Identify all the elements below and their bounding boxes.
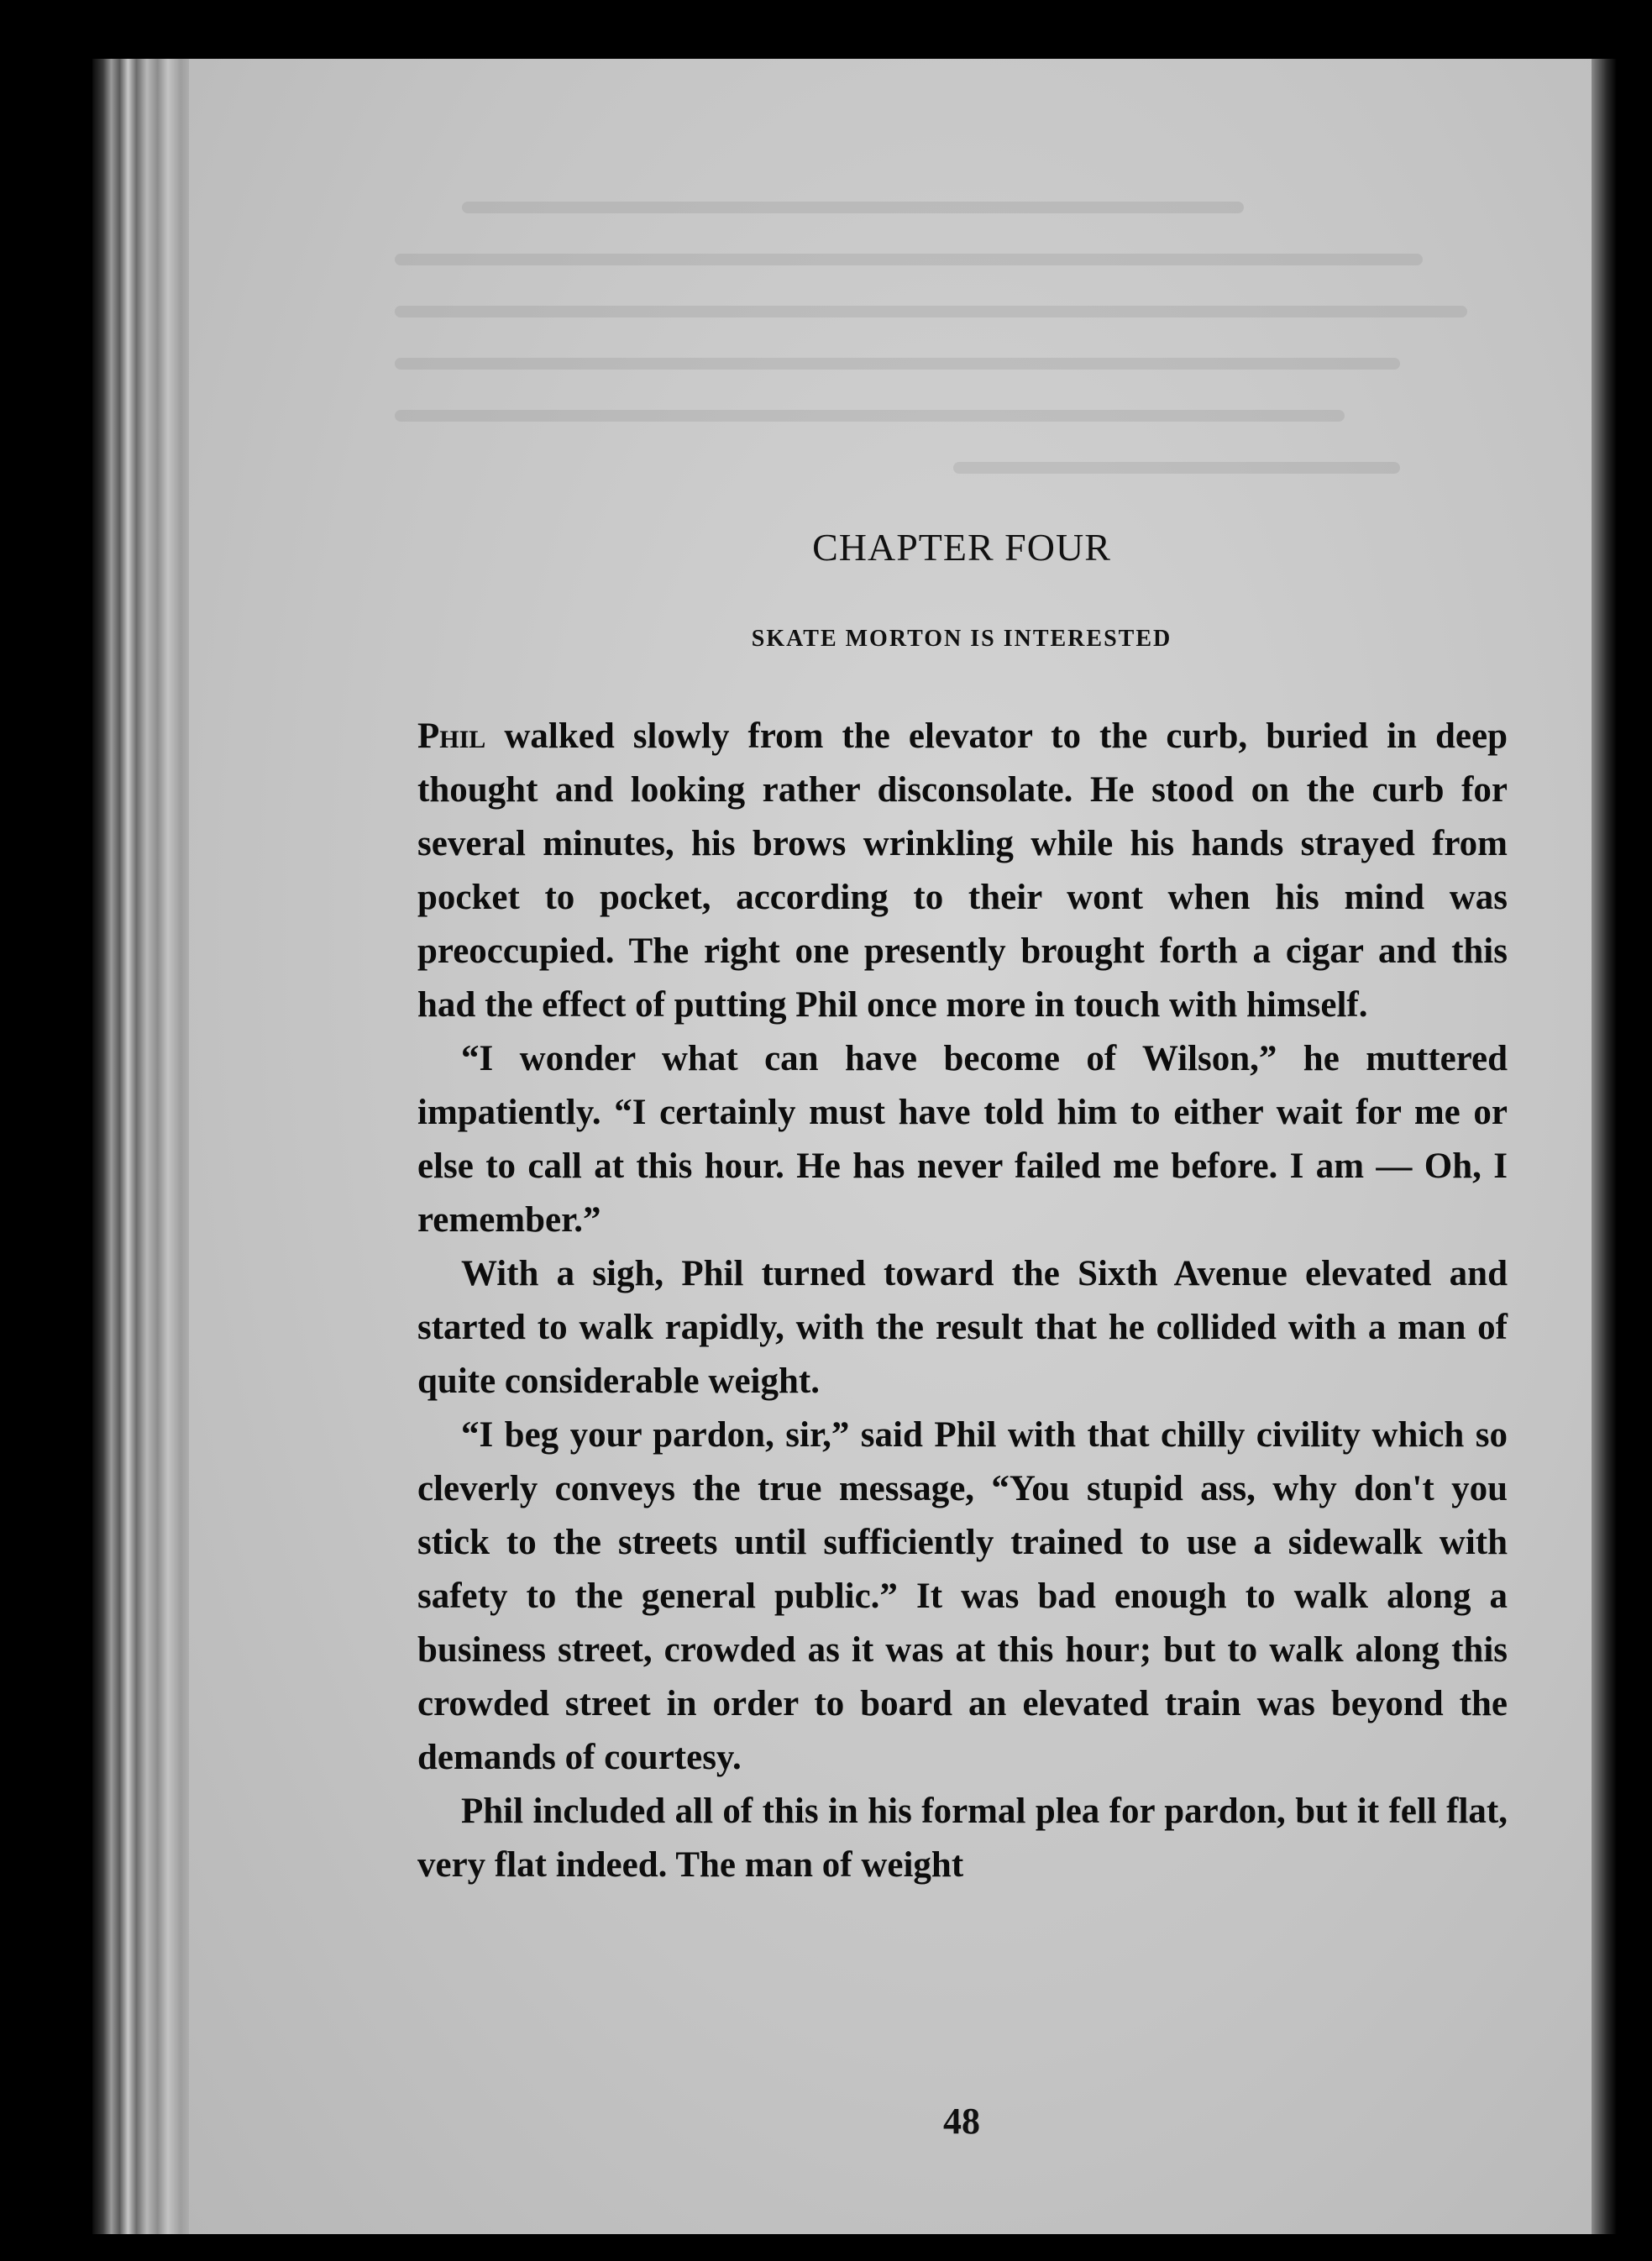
- paragraph: Phil included all of this in his formal plea for pardon, but it fell flat, very flat indeed. The man of weight: [417, 1791, 1508, 1885]
- paragraph: “I beg your pardon, sir,” said Phil with that chilly civility which so cleverly conveys the true message, “You stupid ass, why don't you stick to the streets until sufficiently trained to use a sidewalk with safety to the general public.” It was bad enough to walk along a business street, crowded as it was at this hour; but to walk along this crowded street in order to board an elevated train was beyond the demands of courtesy.: [417, 1415, 1508, 1777]
- paragraph: With a sigh, Phil turned toward the Sixth Avenue elevated and started to walk rapidly, with the result that he collided with a man of quite considerable weight.: [417, 1254, 1508, 1401]
- paragraph: “I wonder what can have become of Wilson,” he muttered impatiently. “I certainly must have told him to either wait for me or else to call at this hour. He has never failed me before. I am — Oh, I remember.”: [417, 1039, 1508, 1240]
- bleed-through-text: [395, 202, 1512, 538]
- paragraph-lead-word: Phil: [417, 716, 486, 756]
- page-number: 48: [943, 2101, 980, 2142]
- page-right-edge: [1592, 59, 1617, 2234]
- chapter-title: CHAPTER FOUR: [812, 526, 1111, 569]
- chapter-subtitle: SKATE MORTON IS INTERESTED: [751, 626, 1172, 652]
- book-spine-edge: [92, 59, 197, 2234]
- chapter-body: [417, 710, 1508, 1892]
- paragraph-text: walked slowly from the elevator to the curb, buried in deep thought and looking rather disconsolate. He stood on the curb for several minutes, his brows wrinkling while his hands strayed from pocket to pocket, according to their wont when his mind was preoccupied. The right one presently brought forth a cigar and this had the effect of putting Phil once more in touch with himself.: [417, 716, 1508, 1025]
- paragraph: [417, 710, 1508, 1032]
